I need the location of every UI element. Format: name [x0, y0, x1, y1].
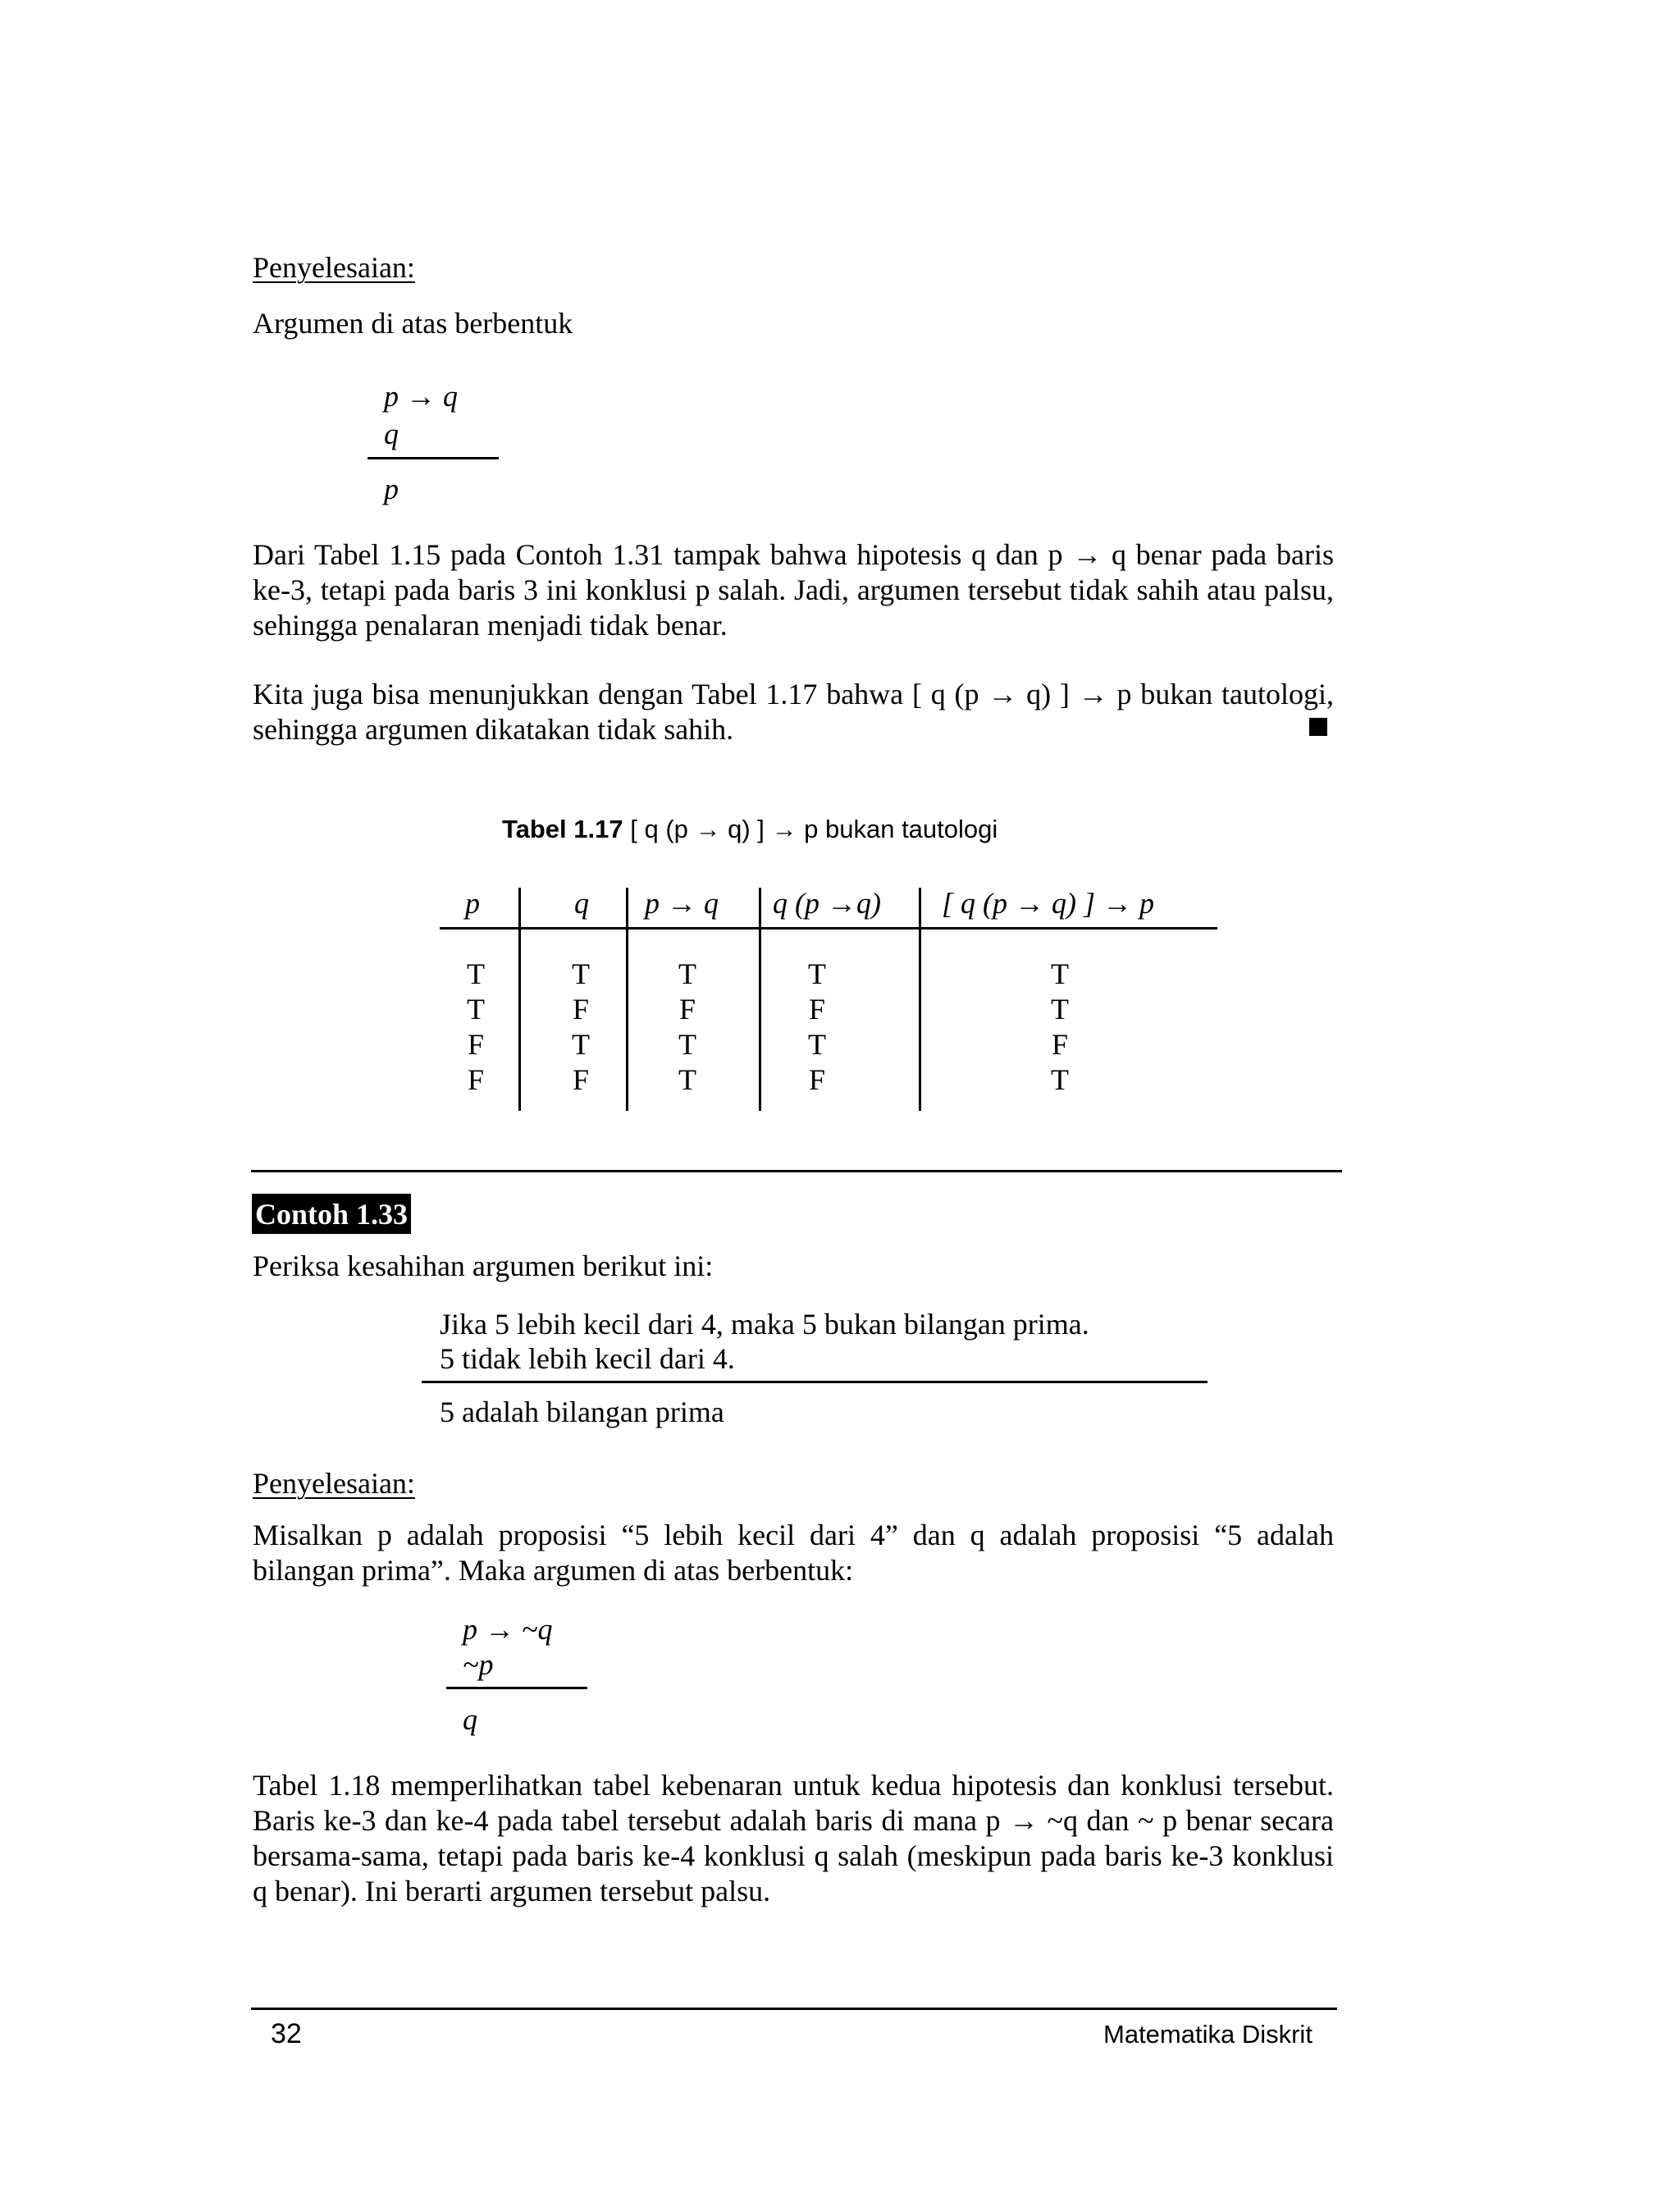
book-title: Matematika Diskrit — [1103, 2020, 1312, 2049]
argument-divider — [446, 1687, 587, 1689]
table-cell: T — [467, 957, 485, 990]
paragraph-3: Misalkan p adalah proposisi “5 lebih kecil dari 4” dan q adalah proposisi “5 adalah bilangan prima”. Maka argumen di atas berbentuk: — [253, 1519, 1334, 1587]
intro-text: Argumen di atas berbentuk — [253, 307, 573, 340]
table-cell: T — [1051, 993, 1069, 1026]
table-cell: F — [572, 993, 590, 1026]
table-cell: F — [808, 993, 826, 1026]
section-divider — [251, 1170, 1342, 1172]
table-header-rule — [440, 927, 1217, 930]
table-header-q-and-p-implies-q: q (p →q) — [773, 887, 881, 920]
table-caption-text: [ q (p → q) ] → p bukan tautologi — [630, 815, 998, 843]
table-cell: T — [808, 957, 826, 990]
table-column-divider — [759, 888, 761, 1111]
page-number: 32 — [271, 2018, 302, 2049]
table-cell: F — [467, 1063, 485, 1096]
example-premise-2: 5 tidak lebih kecil dari 4. — [440, 1342, 735, 1375]
solution-heading: Penyelesaian: — [253, 251, 415, 284]
conclusion: q — [463, 1703, 477, 1736]
table-cell: F — [678, 993, 696, 1026]
table-cell: F — [1051, 1028, 1069, 1061]
table-cell: T — [1051, 1063, 1069, 1096]
table-cell: T — [572, 957, 590, 990]
premise-2: ~p — [463, 1648, 494, 1681]
table-cell: T — [808, 1028, 826, 1061]
example-badge: Contoh 1.33 — [252, 1194, 411, 1234]
example-premise-1: Jika 5 lebih kecil dari 4, maka 5 bukan bilangan prima. — [440, 1308, 1089, 1341]
paragraph-4: Tabel 1.18 memperlihatkan tabel kebenaran untuk kedua hipotesis dan konklusi tersebut. Baris ke-3 dan ke-4 pada tabel tersebut adalah baris di mana p → ~q dan ~ p benar secara bersama-sama, tetapi pada baris ke-4 konklusi q salah (meskipun pada baris ke-3 konklusi q benar). Ini berarti argumen tersebut palsu. — [253, 1769, 1334, 1907]
table-column-divider — [919, 888, 921, 1111]
paragraph-1: Dari Tabel 1.15 pada Contoh 1.31 tampak bahwa hipotesis q dan p → q benar pada baris ke-3, tetapi pada baris 3 ini konklusi p salah. Jadi, argumen tersebut tidak sahih atau palsu, sehingga penalaran menjadi tidak benar. — [253, 538, 1334, 642]
example-prompt: Periksa kesahihan argumen berikut ini: — [253, 1249, 714, 1282]
premise-1: p → q — [384, 380, 458, 413]
paragraph-2: Kita juga bisa menunjukkan dengan Tabel 1.17 bahwa [ q (p → q) ] → p bukan tautologi, sehingga argumen dikatakan tidak sahih. — [253, 678, 1334, 746]
table-header-tautology-test: [ q (p → q) ] → p — [942, 887, 1154, 920]
table-cell: T — [678, 957, 696, 990]
table-header-q: q — [574, 887, 589, 920]
table-header-p-implies-q: p → q — [645, 887, 719, 920]
premise-1: p → ~q — [463, 1613, 553, 1646]
footer-rule — [251, 2008, 1337, 2010]
table-column-divider — [626, 888, 628, 1111]
table-cell: F — [467, 1028, 485, 1061]
qed-square-icon — [1309, 718, 1327, 736]
premise-2: q — [384, 418, 399, 450]
argument-divider — [422, 1381, 1208, 1383]
example-conclusion: 5 adalah bilangan prima — [440, 1396, 724, 1428]
table-header-p: p — [465, 887, 480, 920]
table-cell: F — [808, 1063, 826, 1096]
argument-divider — [368, 457, 499, 459]
table-cell: F — [572, 1063, 590, 1096]
table-cell: T — [467, 993, 485, 1026]
table-column-divider — [518, 888, 521, 1111]
conclusion: p — [384, 473, 399, 505]
table-cell: T — [572, 1028, 590, 1061]
table-cell: T — [678, 1063, 696, 1096]
table-caption-label: Tabel 1.17 — [502, 815, 623, 843]
table-cell: T — [678, 1028, 696, 1061]
table-caption — [502, 815, 998, 844]
solution-heading: Penyelesaian: — [253, 1467, 415, 1500]
table-cell: T — [1051, 957, 1069, 990]
